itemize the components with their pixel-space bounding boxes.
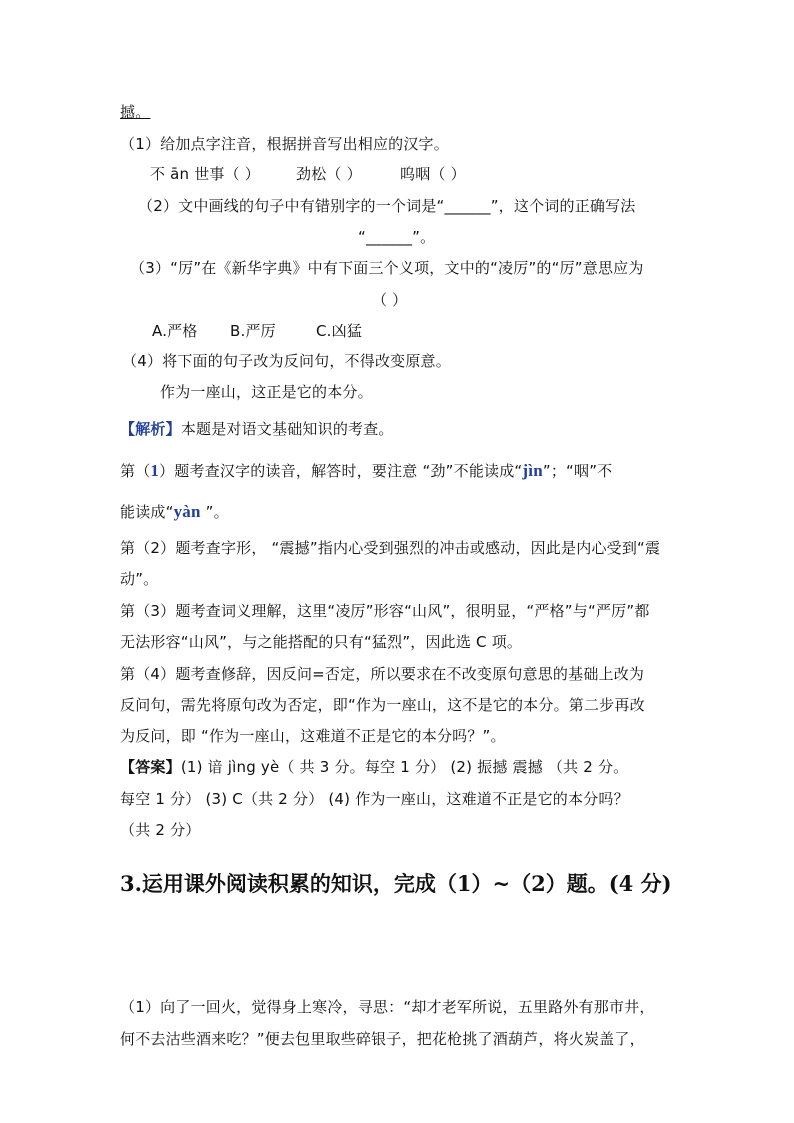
explanation-2-line-1: 第（2）题考查字形， “震撼”指内心受到强烈的冲击或感动，因此是内心受到“震 (120, 539, 661, 557)
question-4-line-2: 作为一座山，这正是它的本分。 (160, 383, 373, 401)
text-span: ”；“咽”不 (542, 462, 613, 480)
reading-line-2: 何不去沽些酒来吃？”便去包里取些碎银子，把花枪挑了酒葫芦，将火炭盖了， (120, 1030, 645, 1048)
explanation-4-line-2: 反问句，需先将原句改为否定，即“作为一座山，这不是它的本分。第二步再改 (120, 696, 645, 714)
question-1-item-b: 劲松（ ） (296, 165, 362, 183)
pinyin: yàn (173, 502, 201, 521)
question-3-option-b: B.严厉 (230, 322, 276, 340)
explanation-3-line-2: 无法形容“山风”，与之能搭配的只有“猛烈”，因此选 C 项。 (120, 633, 523, 651)
question-4-line-1: （4）将下面的句子改为反问句，不得改变原意。 (122, 352, 451, 370)
text-line: 撼。 (120, 103, 151, 121)
question-1-item-a: 不 ān 世事（ ） (150, 165, 261, 183)
question-3-answer-blank: （ ） (372, 291, 408, 309)
answer-tag: 【答案】 (120, 758, 181, 776)
question-2-line-2: “______”。 (358, 228, 436, 246)
pinyin: jìn (522, 461, 543, 480)
analysis-intro-text: 本题是对语文基础知识的考查。 (180, 420, 394, 438)
explanation-4-line-1: 第（4）题考查修辞，因反问=否定，所以要求在不改变原句意思的基础上改为 (120, 665, 645, 683)
explanation-3-line-1: 第（3）题考查词义理解，这里“凌厉”形容“山风”，很明显，“严格”与“严厉”都 (120, 602, 650, 620)
question-2-line-1: （2）文中画线的句子中有错别字的一个词是“______”，这个词的正确写法 (138, 197, 636, 215)
text-span: 第（ (120, 462, 151, 480)
answer-line-2: 每空 1 分） (3) C（共 2 分） (4) 作为一座山，这难道不正是它的本分吗？ (120, 790, 629, 808)
explanation-1-line-2 (120, 502, 229, 522)
section-heading-3: 3.运用课外阅读积累的知识，完成（1）~（2）题。(4 分) (120, 871, 672, 896)
question-number: 1 (150, 461, 160, 480)
text-span: 能读成“ (120, 503, 174, 521)
explanation-2-line-2: 动”。 (120, 570, 159, 588)
question-3-option-c: C.凶猛 (316, 322, 363, 340)
answer-line-1 (120, 757, 628, 777)
question-3-option-a: A.严格 (152, 322, 198, 340)
answer-text: (1) 谙 jìng yè（ 共 3 分。每空 1 分） (2) 振撼 震撼 （共 2 分。 (180, 758, 629, 776)
question-1: （1）给加点字注音，根据拼音写出相应的汉字。 (120, 135, 449, 153)
answer-line-3: （共 2 分） (120, 821, 201, 839)
analysis-intro (120, 419, 394, 439)
text-span: ）题考查汉字的读音，解答时，要注意 “劲”不能读成“ (159, 462, 523, 480)
reading-line-1: （1）向了一回火，觉得身上寒冷，寻思：“却才老军所说，五里路外有那市井， (120, 998, 655, 1016)
question-3-line-1: （3）“厉”在《新华字典》中有下面三个义项，文中的“凌厉”的“厉”意思应为 (130, 259, 644, 277)
explanation-4-line-3: 为反问，即 “作为一座山，这难道不正是它的本分吗？”。 (120, 727, 506, 745)
analysis-tag: 【解析】 (120, 420, 181, 438)
text-span: ”。 (200, 503, 229, 521)
question-1-item-c: 呜咽（ ） (400, 165, 466, 183)
explanation-1-line-1 (120, 461, 612, 481)
